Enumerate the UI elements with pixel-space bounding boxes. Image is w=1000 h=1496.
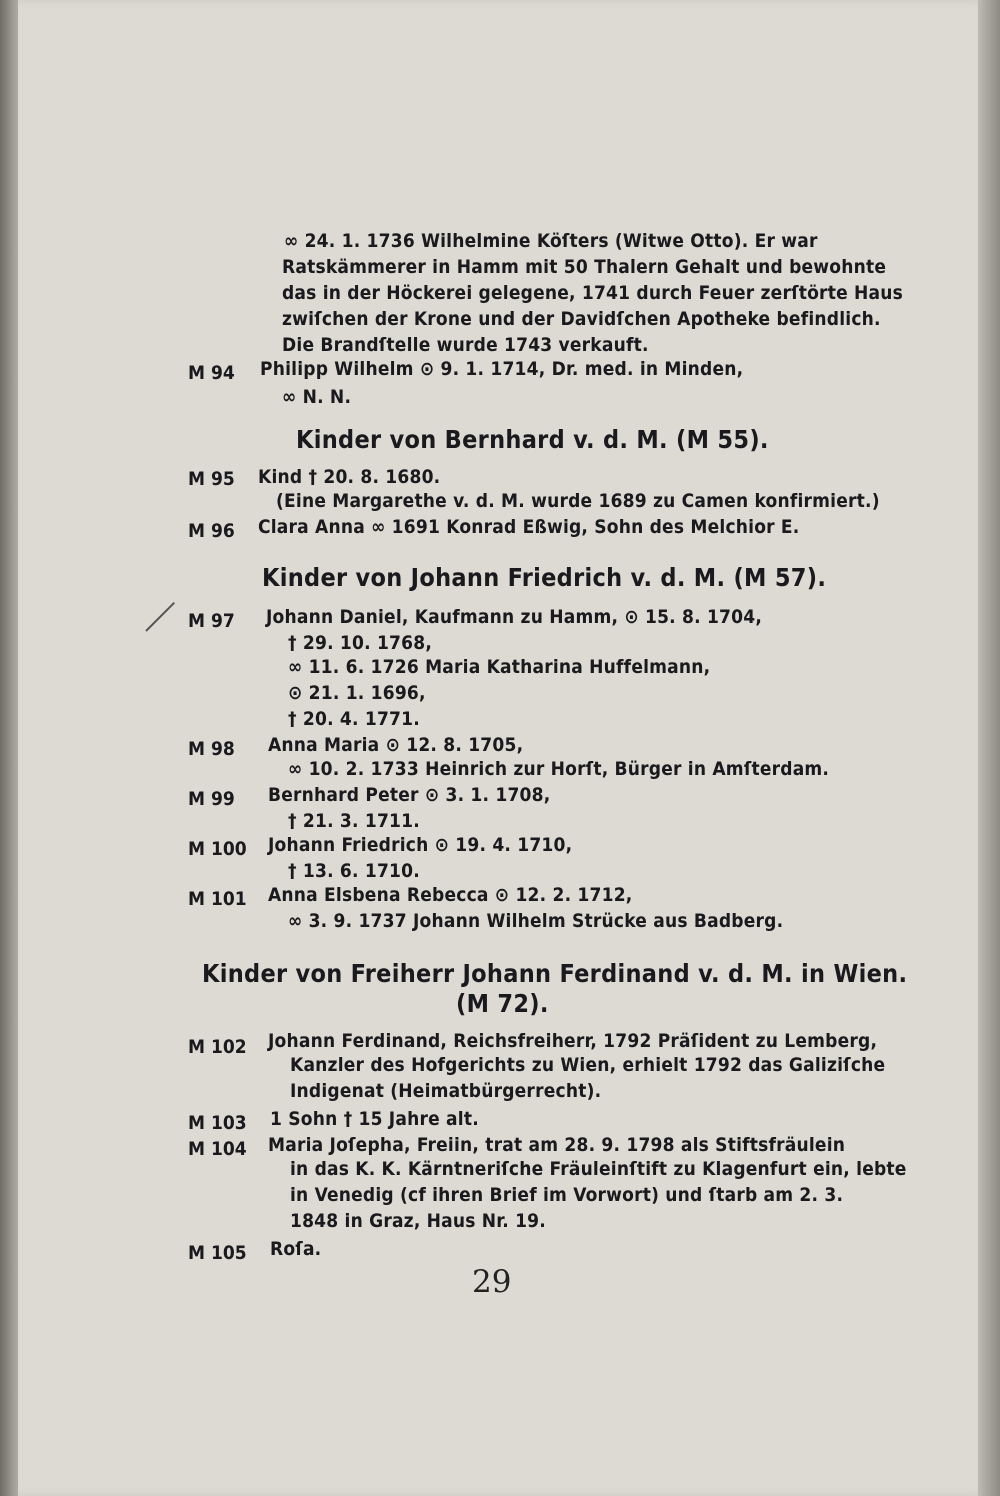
entry-line: in das K. K. Kärntneriſche Fräuleinſtift zu Klagenfurt ein, lebte bbox=[290, 1158, 907, 1180]
intro-line: das in der Höckerei gelegene, 1741 durch Feuer zerſtörte Haus bbox=[282, 282, 903, 304]
intro-line: zwiſchen der Krone und der Davidſchen Apotheke befindlich. bbox=[282, 308, 881, 330]
page-right-edge bbox=[978, 0, 1000, 1496]
entry-number: M 105 bbox=[188, 1242, 247, 1264]
entry-line: † 13. 6. 1710. bbox=[288, 860, 420, 882]
section-heading: Kinder von Freiherr Johann Ferdinand v. d. M. in Wien. bbox=[202, 959, 908, 988]
entry-line: Anna Maria ⊙ 12. 8. 1705, bbox=[268, 734, 524, 756]
entry-line: Philipp Wilhelm ⊙ 9. 1. 1714, Dr. med. in Minden, bbox=[260, 358, 744, 380]
entry-line: Clara Anna ∞ 1691 Konrad Eßwig, Sohn des Melchior E. bbox=[258, 516, 800, 538]
entry-line: ∞ 3. 9. 1737 Johann Wilhelm Strücke aus Badberg. bbox=[288, 910, 784, 932]
entry-line: Kind † 20. 8. 1680. bbox=[258, 466, 441, 488]
entry-line: in Venedig (cf ihren Brief im Vorwort) und ſtarb am 2. 3. bbox=[290, 1184, 844, 1206]
entry-line: Indigenat (Heimatbürgerrecht). bbox=[290, 1080, 602, 1102]
entry-number: M 99 bbox=[188, 788, 235, 810]
entry-number: M 94 bbox=[188, 362, 235, 384]
entry-line: † 29. 10. 1768, bbox=[288, 632, 433, 654]
entry-number: M 97 bbox=[188, 610, 235, 632]
section-heading: Kinder von Bernhard v. d. M. (M 55). bbox=[296, 425, 769, 454]
entry-line: Kanzler des Hofgerichts zu Wien, erhielt 1792 das Galiziſche bbox=[290, 1054, 886, 1076]
entry-line: † 21. 3. 1711. bbox=[288, 810, 420, 832]
entry-line: Johann Ferdinand, Reichsfreiherr, 1792 Präſident zu Lemberg, bbox=[268, 1030, 878, 1052]
entry-number: M 100 bbox=[188, 838, 247, 860]
intro-line: Die Brandſtelle wurde 1743 verkauft. bbox=[282, 334, 649, 356]
entry-line: † 20. 4. 1771. bbox=[288, 708, 420, 730]
entry-line: ∞ N. N. bbox=[282, 386, 352, 408]
entry-number: M 103 bbox=[188, 1112, 247, 1134]
section-heading-cont: (M 72). bbox=[456, 989, 549, 1018]
entry-line: Johann Daniel, Kaufmann zu Hamm, ⊙ 15. 8. 1704, bbox=[266, 606, 763, 628]
entry-line: Maria Joſepha, Freiin, trat am 28. 9. 1798 als Stiftsfräulein bbox=[268, 1134, 846, 1156]
entry-line: (Eine Margarethe v. d. M. wurde 1689 zu Camen konfirmiert.) bbox=[276, 490, 880, 512]
entry-line: Anna Elsbena Rebecca ⊙ 12. 2. 1712, bbox=[268, 884, 633, 906]
entry-line: 1 Sohn † 15 Jahre alt. bbox=[270, 1108, 479, 1130]
entry-number: M 104 bbox=[188, 1138, 247, 1160]
entry-line: Bernhard Peter ⊙ 3. 1. 1708, bbox=[268, 784, 551, 806]
entry-line: Johann Friedrich ⊙ 19. 4. 1710, bbox=[268, 834, 573, 856]
page-number: 29 bbox=[472, 1264, 512, 1300]
entry-number: M 101 bbox=[188, 888, 247, 910]
section-heading: Kinder von Johann Friedrich v. d. M. (M 57). bbox=[262, 563, 827, 592]
intro-line: Ratskämmerer in Hamm mit 50 Thalern Gehalt und bewohnte bbox=[282, 256, 887, 278]
entry-number: M 102 bbox=[188, 1036, 247, 1058]
entry-line: ∞ 11. 6. 1726 Maria Katharina Huffelmann, bbox=[288, 656, 711, 678]
entry-line: ⊙ 21. 1. 1696, bbox=[288, 682, 426, 704]
entry-line: ∞ 10. 2. 1733 Heinrich zur Horſt, Bürger in Amſterdam. bbox=[288, 758, 830, 780]
entry-number: M 98 bbox=[188, 738, 235, 760]
entry-line: 1848 in Graz, Haus Nr. 19. bbox=[290, 1210, 546, 1232]
entry-number: M 96 bbox=[188, 520, 235, 542]
entry-number: M 95 bbox=[188, 468, 235, 490]
entry-line: Roſa. bbox=[270, 1238, 322, 1260]
intro-line: ∞ 24. 1. 1736 Wilhelmine Köſters (Witwe Otto). Er war bbox=[284, 230, 818, 252]
